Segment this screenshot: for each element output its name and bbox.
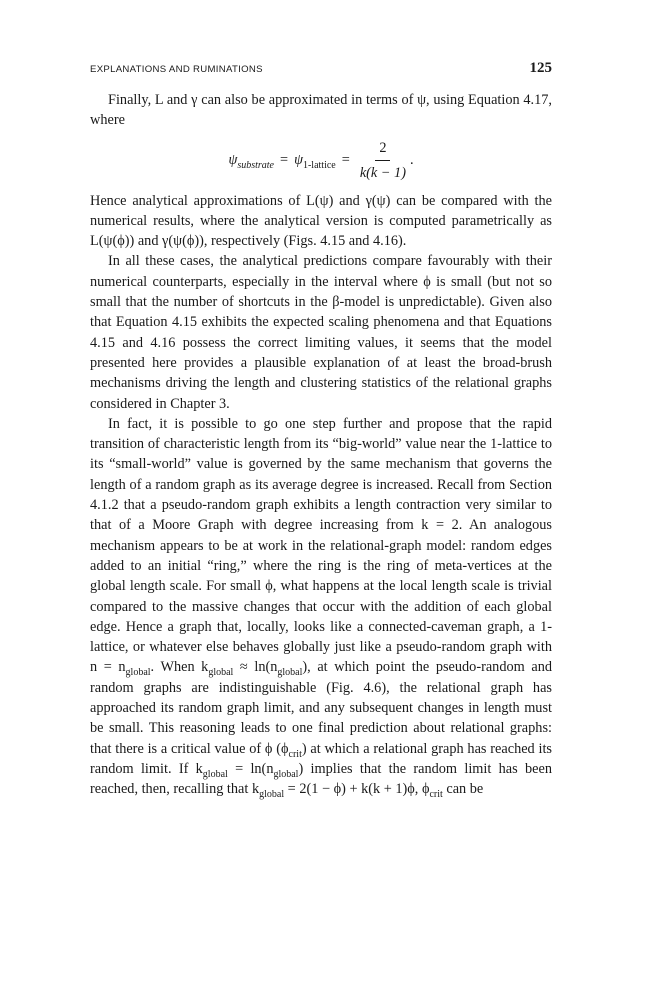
equation-fraction — [356, 138, 410, 184]
page — [90, 60, 552, 800]
equation-middle: $\psi_{1-lattice}$ — [294, 152, 336, 172]
running-head — [90, 60, 552, 82]
paragraph-1: Finally, L and γ can also be approximated in terms of ψ, using Equation 4.17, where — [90, 92, 552, 129]
page-number: 125 — [529, 60, 552, 76]
equals-sign: = — [341, 152, 350, 169]
equation-period: . — [409, 152, 414, 169]
equals-sign: = — [280, 152, 289, 169]
fraction-denominator: k(k − 1) — [359, 165, 406, 182]
running-title: EXPLANATIONS AND RUMINATIONS — [90, 64, 263, 75]
equation-lhs: $\psi_{substrate}$ — [228, 152, 274, 172]
paragraph-3: In all these cases, the analytical predictions compare favourably with their numerical counterparts, especially in the interval where ϕ is small (but not so small that the number of shortcuts in the β-model is unpredictable). Given also that Equation 4.15 exhibits the expected scaling phenomena and that Equations 4.15 and 4.16 possess the correct limiting values, it seems that the model presented here provides a plausible explanation of at least the broad-brush mechanisms driving the length and clustering statistics of the relational graphs considered in Chapter 3. — [90, 253, 552, 412]
equation-psi-substrate — [90, 139, 552, 183]
paragraph-2: Hence analytical approximations of L(ψ) and γ(ψ) can be compared with the numerical results, where the analytical version is computed parametrically as L(ψ(ϕ)) and γ(ψ(ϕ)), respectively (Figs. 4.15 and 4.16). — [90, 192, 552, 250]
fraction-numerator: 2 — [375, 138, 390, 161]
body-text — [90, 90, 552, 800]
paragraph-4: In fact, it is possible to go one step further and propose that the rapid transition of characteristic length from its “big-world” value near the 1-lattice to its “small-world” value is governed by the same mechanism that governs the length of a random graph as its average degree is increased. Recall from Section 4.1.2 that a pseudo-random graph exhibits a length contraction very similar to that of a Moore Graph with degree increasing from k = 2. An analogous mechanism appears to be at work in the relational-graph model: random edges added to an initial “ring,” where the ring is the ring of meta-vertices at the global length scale. For small ϕ, what happens at the local length scale is trivial compared to the massive changes that occur with the addition of each global edge. Hence a graph that, locally, looks like a connected-caveman graph, a 1-lattice, or whatever else behaves globally just like a pseudo-random graph with $n = n_{global}$. When $k_{global} \approx \ln(n_{global})$, at which point the pseudo-random and random graphs are indistinguishable (Fig. 4.6), the relational graph has approached its random graph limit, and any subsequent changes in length must be small. This reasoning leads to one final prediction about relational graphs: that there is a critical value of ϕ $(\phi_{crit})$ at which a relational graph has reached its random limit. If $k_{global} = \ln(n_{global})$ implies that the random limit has been reached, then, recalling that $k_{global} = 2(1 - \phi) + k(k + 1)\phi$, $\phi_{crit}$ can be — [90, 415, 552, 801]
